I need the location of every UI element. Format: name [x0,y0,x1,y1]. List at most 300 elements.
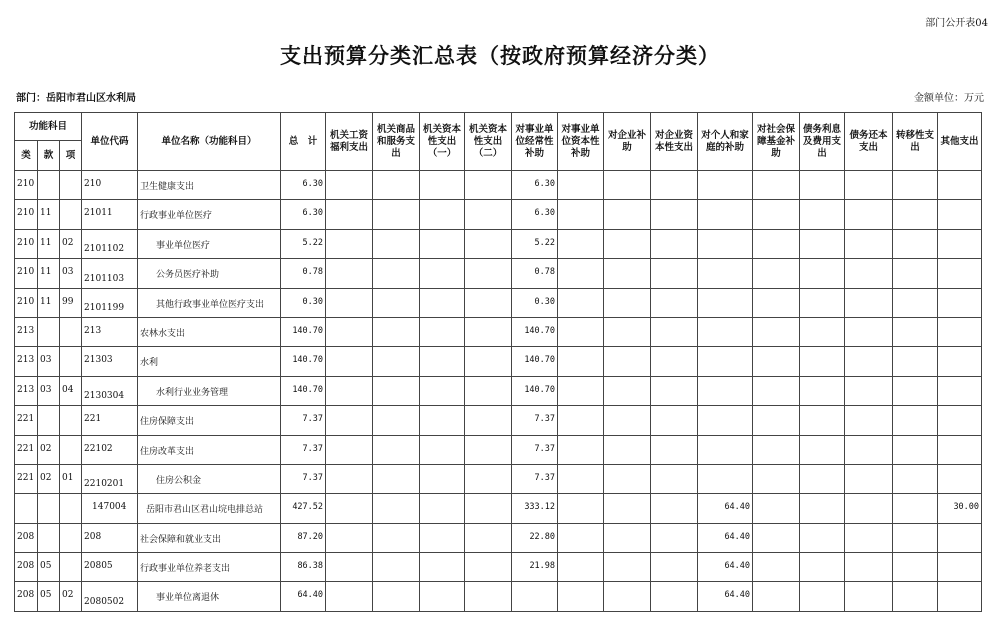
cell-amount [373,259,420,288]
cell-amount [845,288,893,317]
cell-amount [938,229,982,258]
cell-xiang: 03 [60,259,82,288]
cell-amount [893,435,938,464]
cell-amount [845,523,893,552]
cell-amount [420,553,465,582]
cell-unit-code: 2101199 [82,288,138,317]
cell-amount [753,553,800,582]
cell-amount [698,229,753,258]
cell-xiang: 01 [60,464,82,493]
cell-amount [326,376,373,405]
header-col: 对事业单位资本性补助 [558,113,604,171]
cell-total: 7.37 [281,464,326,493]
cell-amount [604,494,651,523]
cell-amount [326,171,373,200]
cell-amount [800,435,845,464]
table-body [15,171,982,612]
table-row [15,582,982,611]
cell-amount [326,317,373,346]
cell-amount [753,435,800,464]
cell-unit-code: 22102 [82,435,138,464]
cell-amount: 7.37 [512,406,558,435]
cell-lei: 221 [15,406,38,435]
cell-amount [651,317,698,346]
cell-amount [698,259,753,288]
cell-unit-name: 卫生健康支出 [138,171,281,200]
cell-amount [604,229,651,258]
cell-amount [604,435,651,464]
cell-amount [753,464,800,493]
cell-amount: 140.70 [512,376,558,405]
cell-amount [800,347,845,376]
cell-amount [800,494,845,523]
cell-amount: 0.78 [512,259,558,288]
table-row [15,288,982,317]
cell-amount [938,317,982,346]
cell-amount [938,406,982,435]
cell-unit-name: 住房保障支出 [138,406,281,435]
cell-amount [651,464,698,493]
cell-amount [893,582,938,611]
cell-amount [326,200,373,229]
cell-total: 140.70 [281,347,326,376]
cell-unit-code: 210 [82,171,138,200]
cell-amount [465,171,512,200]
cell-amount [465,582,512,611]
cell-amount [698,288,753,317]
cell-total: 7.37 [281,435,326,464]
cell-total: 0.78 [281,259,326,288]
cell-amount [845,376,893,405]
header-kuan: 款 [38,141,60,171]
cell-amount [373,288,420,317]
cell-amount [558,259,604,288]
cell-total: 5.22 [281,229,326,258]
cell-kuan [38,494,60,523]
cell-amount [938,376,982,405]
cell-amount [326,494,373,523]
cell-amount [938,523,982,552]
cell-amount [604,200,651,229]
cell-amount [893,553,938,582]
cell-amount [753,376,800,405]
cell-amount [845,171,893,200]
cell-lei: 208 [15,523,38,552]
cell-xiang [60,494,82,523]
header-col: 对个人和家庭的补助 [698,113,753,171]
cell-amount [465,464,512,493]
cell-amount [800,317,845,346]
cell-amount [465,259,512,288]
cell-amount [651,376,698,405]
cell-amount [938,259,982,288]
cell-amount [800,523,845,552]
cell-amount [893,347,938,376]
cell-amount [373,171,420,200]
cell-amount [373,494,420,523]
cell-amount [558,288,604,317]
cell-unit-name: 事业单位医疗 [138,229,281,258]
cell-amount [604,406,651,435]
cell-amount [753,406,800,435]
cell-lei: 210 [15,171,38,200]
header-col: 机关商品和服务支出 [373,113,420,171]
cell-amount [800,464,845,493]
cell-amount [420,464,465,493]
cell-total: 140.70 [281,376,326,405]
header-col: 其他支出 [938,113,982,171]
cell-amount [604,288,651,317]
cell-amount [420,376,465,405]
cell-xiang [60,435,82,464]
table-row [15,435,982,464]
cell-amount [698,406,753,435]
cell-kuan [38,171,60,200]
table-row [15,200,982,229]
cell-amount [698,464,753,493]
cell-amount [800,553,845,582]
cell-lei: 210 [15,288,38,317]
cell-amount [753,523,800,552]
cell-amount [800,582,845,611]
amount-unit-label: 金额单位：万元 [914,93,984,104]
cell-amount [604,582,651,611]
cell-total: 87.20 [281,523,326,552]
cell-amount [326,464,373,493]
cell-amount [420,406,465,435]
cell-amount [938,200,982,229]
cell-xiang [60,553,82,582]
cell-unit-name: 水利行业业务管理 [138,376,281,405]
cell-amount [558,435,604,464]
header-col: 债务还本支出 [845,113,893,171]
cell-total: 427.52 [281,494,326,523]
cell-unit-name: 社会保障和就业支出 [138,523,281,552]
cell-amount [938,435,982,464]
cell-unit-code: 21011 [82,200,138,229]
cell-amount [465,288,512,317]
cell-amount [938,347,982,376]
cell-amount [326,406,373,435]
cell-amount [651,523,698,552]
cell-amount [800,288,845,317]
page-title: 支出预算分类汇总表（按政府预算经济分类） [280,43,720,68]
cell-amount [651,494,698,523]
cell-xiang [60,347,82,376]
cell-amount [651,229,698,258]
cell-amount [651,288,698,317]
cell-amount [373,347,420,376]
department-label: 部门：岳阳市君山区水利局 [16,93,136,104]
cell-xiang [60,171,82,200]
cell-amount [753,582,800,611]
header-func-subject: 功能科目 [15,113,82,141]
cell-total: 86.38 [281,553,326,582]
cell-unit-name: 水利 [138,347,281,376]
cell-kuan: 03 [38,347,60,376]
table-row [15,229,982,258]
cell-unit-name: 农林水支出 [138,317,281,346]
cell-amount [938,171,982,200]
cell-amount [698,200,753,229]
cell-kuan: 02 [38,435,60,464]
cell-amount: 64.40 [698,553,753,582]
cell-amount [845,553,893,582]
cell-amount [420,200,465,229]
cell-amount: 7.37 [512,435,558,464]
cell-amount [326,259,373,288]
cell-amount [604,317,651,346]
cell-amount [465,553,512,582]
cell-amount: 64.40 [698,494,753,523]
cell-amount [373,464,420,493]
cell-amount [465,406,512,435]
cell-amount [465,229,512,258]
cell-lei: 210 [15,200,38,229]
cell-amount [558,200,604,229]
cell-amount [326,229,373,258]
cell-amount [651,347,698,376]
cell-amount [753,229,800,258]
cell-amount [465,435,512,464]
cell-amount [698,435,753,464]
cell-amount [893,317,938,346]
cell-amount [604,523,651,552]
cell-amount [753,317,800,346]
cell-amount [800,171,845,200]
cell-xiang: 02 [60,582,82,611]
header-col: 对企业资本性支出 [651,113,698,171]
cell-amount [465,376,512,405]
cell-amount [845,229,893,258]
table-row [15,317,982,346]
header-col: 机关工资福利支出 [326,113,373,171]
table-row [15,464,982,493]
cell-amount [893,464,938,493]
header-lei: 类 [15,141,38,171]
cell-amount [845,406,893,435]
cell-amount [651,259,698,288]
cell-amount: 6.30 [512,200,558,229]
cell-amount [420,582,465,611]
cell-amount [753,259,800,288]
cell-lei: 210 [15,259,38,288]
cell-amount [373,582,420,611]
cell-amount [845,435,893,464]
cell-amount [420,229,465,258]
cell-amount [373,376,420,405]
cell-kuan: 11 [38,200,60,229]
cell-unit-name: 事业单位离退休 [138,582,281,611]
cell-kuan: 02 [38,464,60,493]
cell-amount [373,406,420,435]
cell-unit-name: 住房改革支出 [138,435,281,464]
cell-amount [604,259,651,288]
cell-amount [465,347,512,376]
cell-amount [800,376,845,405]
cell-unit-code: 208 [82,523,138,552]
table-row [15,406,982,435]
cell-amount: 333.12 [512,494,558,523]
cell-amount [938,553,982,582]
cell-unit-code: 2130304 [82,376,138,405]
cell-xiang: 02 [60,229,82,258]
cell-kuan: 03 [38,376,60,405]
cell-amount [420,347,465,376]
cell-amount: 140.70 [512,347,558,376]
cell-amount [604,376,651,405]
cell-amount [558,553,604,582]
cell-amount [753,288,800,317]
table-row [15,171,982,200]
cell-total: 6.30 [281,171,326,200]
header-unit-name: 单位名称（功能科目） [138,113,281,171]
cell-lei [15,494,38,523]
cell-amount: 64.40 [698,523,753,552]
cell-amount: 6.30 [512,171,558,200]
cell-amount [558,376,604,405]
cell-amount [893,494,938,523]
cell-xiang: 99 [60,288,82,317]
cell-amount [604,347,651,376]
table-row [15,553,982,582]
cell-amount [326,553,373,582]
cell-kuan [38,317,60,346]
cell-amount [893,200,938,229]
cell-amount [512,582,558,611]
cell-amount: 140.70 [512,317,558,346]
cell-amount [326,288,373,317]
cell-amount [558,347,604,376]
cell-unit-code: 147004 [82,494,138,523]
cell-amount [420,259,465,288]
header-col: 对事业单位经常性补助 [512,113,558,171]
cell-amount: 64.40 [698,582,753,611]
cell-amount [893,523,938,552]
cell-amount [420,523,465,552]
cell-xiang [60,317,82,346]
cell-amount [420,435,465,464]
cell-unit-name: 行政事业单位养老支出 [138,553,281,582]
table-row [15,376,982,405]
cell-amount [420,494,465,523]
cell-kuan: 05 [38,553,60,582]
cell-unit-name: 公务员医疗补助 [138,259,281,288]
cell-lei: 208 [15,582,38,611]
cell-amount [800,200,845,229]
cell-amount [845,494,893,523]
cell-amount [326,435,373,464]
cell-amount [373,317,420,346]
header-unit-code: 单位代码 [82,113,138,171]
cell-unit-code: 21303 [82,347,138,376]
cell-lei: 213 [15,317,38,346]
header-col: 转移性支出 [893,113,938,171]
header-col: 机关资本性支出（一） [420,113,465,171]
header-col: 债务利息及费用支出 [800,113,845,171]
cell-amount [373,229,420,258]
cell-amount [845,200,893,229]
cell-amount [651,171,698,200]
cell-amount [845,259,893,288]
cell-amount [893,406,938,435]
table-row [15,494,982,523]
cell-amount [651,582,698,611]
table-row [15,259,982,288]
cell-amount [893,376,938,405]
cell-amount [420,317,465,346]
cell-kuan: 11 [38,229,60,258]
cell-amount [558,317,604,346]
cell-unit-name: 住房公积金 [138,464,281,493]
cell-amount [651,435,698,464]
cell-amount [800,406,845,435]
cell-amount [651,553,698,582]
cell-lei: 221 [15,464,38,493]
cell-amount [558,523,604,552]
cell-amount [753,171,800,200]
cell-unit-code: 2210201 [82,464,138,493]
cell-amount [373,553,420,582]
budget-table [14,112,982,612]
cell-amount [893,259,938,288]
header-xiang: 项 [60,141,82,171]
cell-xiang [60,523,82,552]
cell-amount [604,171,651,200]
cell-amount [558,464,604,493]
cell-amount: 0.30 [512,288,558,317]
cell-amount [845,464,893,493]
cell-amount [651,406,698,435]
cell-amount [845,347,893,376]
cell-unit-name: 行政事业单位医疗 [138,200,281,229]
cell-total: 0.30 [281,288,326,317]
cell-amount [326,523,373,552]
cell-amount [698,317,753,346]
cell-amount [465,494,512,523]
cell-kuan: 11 [38,288,60,317]
cell-amount [893,171,938,200]
cell-total: 6.30 [281,200,326,229]
cell-kuan [38,523,60,552]
cell-amount [845,317,893,346]
cell-amount [698,171,753,200]
header-col: 对企业补助 [604,113,651,171]
cell-lei: 213 [15,347,38,376]
cell-lei: 213 [15,376,38,405]
table-row [15,347,982,376]
cell-amount [604,553,651,582]
cell-lei: 208 [15,553,38,582]
cell-kuan [38,406,60,435]
cell-amount [420,171,465,200]
cell-total: 64.40 [281,582,326,611]
cell-amount [326,347,373,376]
cell-unit-name: 其他行政事业单位医疗支出 [138,288,281,317]
cell-amount [893,288,938,317]
cell-amount [373,200,420,229]
cell-amount [558,229,604,258]
cell-amount [753,200,800,229]
cell-amount [373,435,420,464]
cell-unit-code: 2080502 [82,582,138,611]
cell-amount [465,317,512,346]
cell-amount [938,288,982,317]
cell-amount [373,523,420,552]
cell-amount [558,582,604,611]
cell-amount [651,200,698,229]
cell-amount [893,229,938,258]
